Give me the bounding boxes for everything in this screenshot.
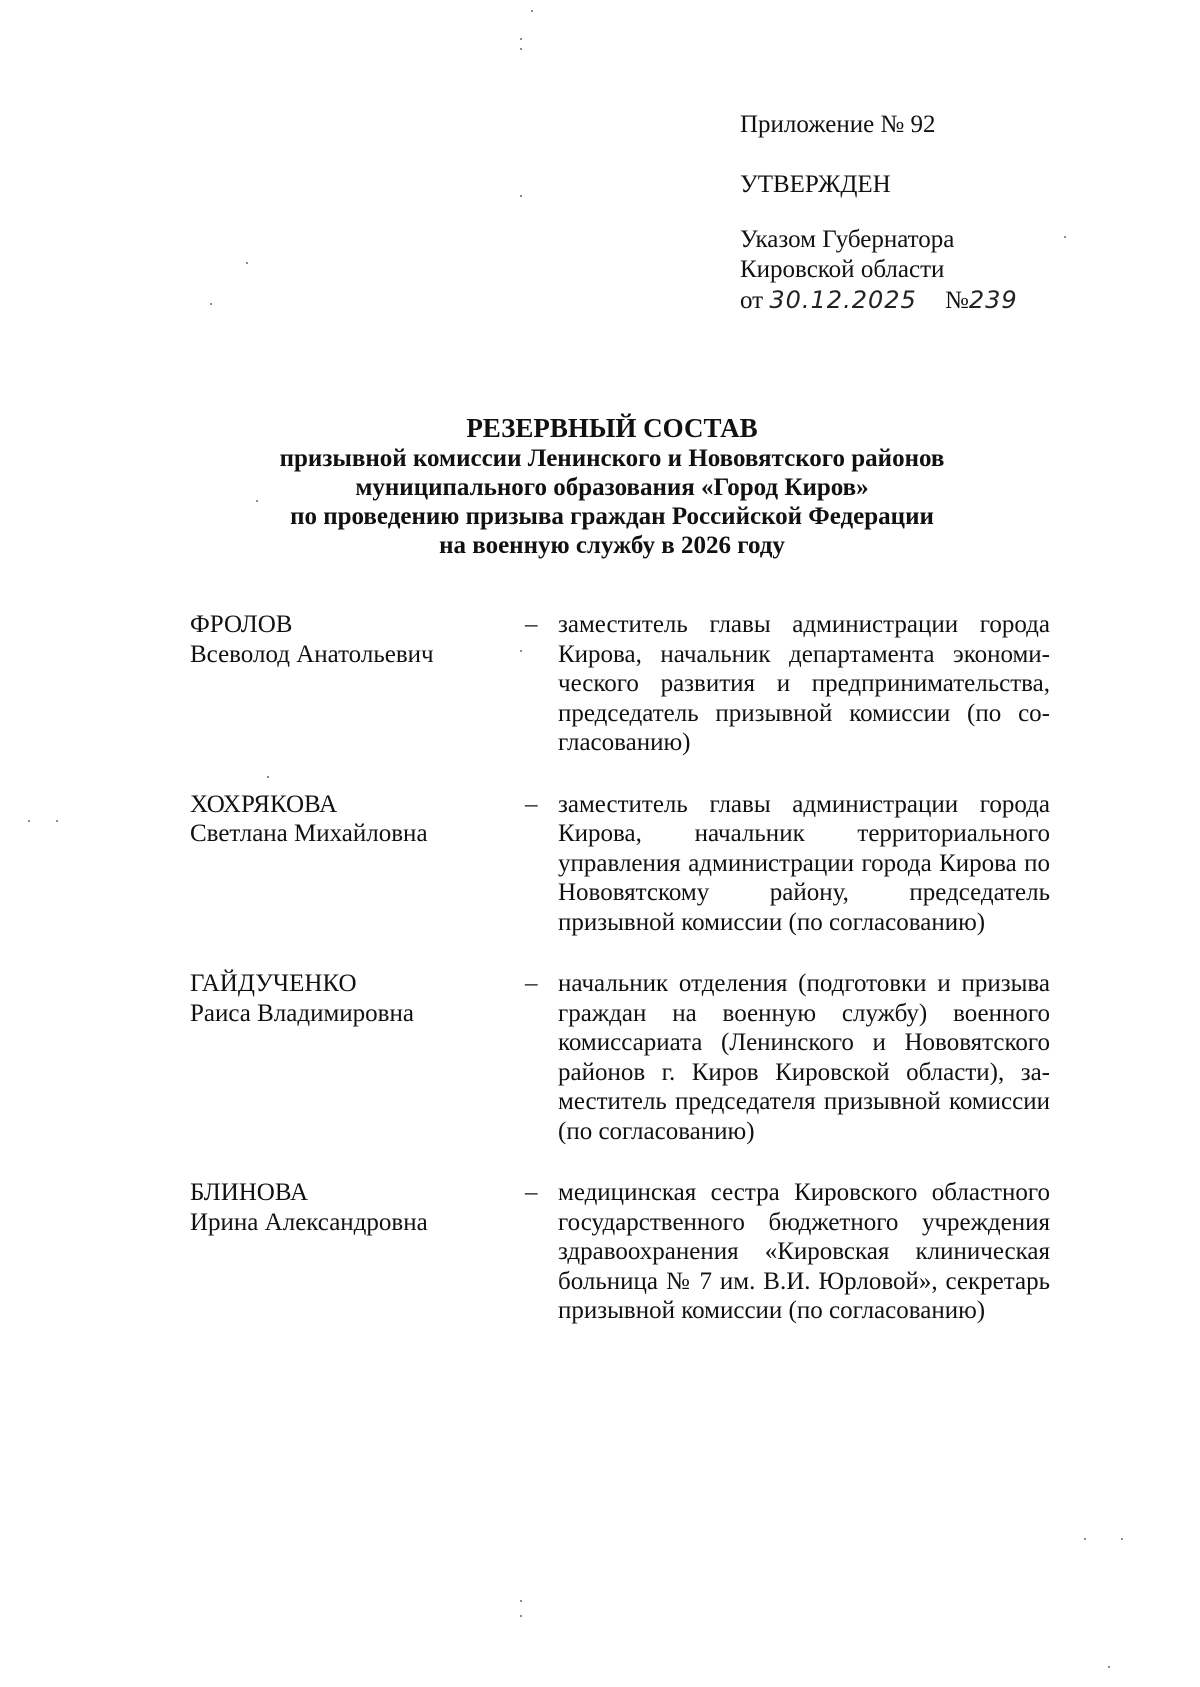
title-line-5: на военную службу в 2026 году — [439, 532, 785, 559]
scan-speck — [28, 820, 30, 822]
scan-speck — [1084, 1538, 1086, 1540]
scan-speck — [520, 1615, 522, 1617]
member-entry — [190, 1178, 1050, 1326]
member-name — [190, 969, 525, 1146]
member-name — [190, 790, 525, 938]
member-entry — [190, 610, 1050, 758]
member-position: начальник отделения (подготовки и призыва граждан на военную службу) военного комиссариата (Ленинского и Нововятского районов г. Киров Кировской области), заместитель председателя призывной комиссии (по согласованию) — [558, 970, 1050, 1145]
member-given-name: Всеволод Анатольевич — [190, 640, 434, 668]
member-surname: ХОХРЯКОВА — [190, 790, 338, 818]
scan-speck — [520, 38, 522, 40]
title-line-3: муниципального образования «Город Киров» — [355, 474, 869, 501]
scan-speck — [56, 820, 58, 822]
member-position: медицинская сестра Кировского областного государственного бюджетного учреждения здравоохранения «Кировская клиническая больница № 7 им. В.И. Юрловой», секретарь призывной комиссии (по согласованию) — [558, 1179, 1050, 1324]
date-prefix: от — [740, 287, 764, 314]
member-name — [190, 1178, 525, 1326]
scan-speck — [520, 1600, 522, 1602]
appendix-number: Приложение № 92 — [740, 111, 936, 138]
number-sign: № — [945, 287, 969, 314]
title-line-4: по проведению призыва граждан Российской Федерации — [290, 503, 934, 530]
member-name — [190, 610, 525, 758]
scan-speck — [246, 262, 248, 264]
approved-label: УТВЕРЖДЕН — [740, 171, 891, 198]
decree-line-2: Кировской области — [740, 256, 945, 283]
approval-block — [740, 110, 1160, 316]
member-entry — [190, 969, 1050, 1146]
title-main: РЕЗЕРВНЫЙ СОСТАВ — [466, 413, 758, 443]
document-title — [120, 414, 1104, 560]
decree-date-line — [740, 285, 1160, 316]
scan-speck — [267, 776, 269, 778]
members-list — [190, 610, 1050, 1358]
scan-speck — [520, 48, 522, 50]
handwritten-number: 239 — [968, 286, 1018, 314]
handwritten-date: 30.12.2025 — [769, 286, 917, 314]
scan-speck — [1064, 236, 1066, 238]
member-given-name: Раиса Владимировна — [190, 999, 414, 1027]
decree-line-1: Указом Губернатора — [740, 226, 955, 253]
member-entry — [190, 790, 1050, 938]
scan-speck — [256, 500, 258, 502]
scan-speck — [520, 650, 522, 652]
scan-speck — [520, 195, 522, 197]
member-position: заместитель главы администрации города Кирова, начальник территориального управления администрации города Кирова по Нововятскому району, председатель призывной комиссии (по согласованию) — [558, 790, 1050, 936]
member-given-name: Светлана Михайловна — [190, 820, 428, 847]
member-surname: ФРОЛОВ — [190, 611, 293, 638]
member-surname: ГАЙДУЧЕНКО — [190, 970, 357, 997]
scan-speck — [210, 303, 212, 305]
scan-speck — [1108, 1666, 1110, 1668]
member-surname: БЛИНОВА — [190, 1179, 309, 1206]
member-given-name: Ирина Александровна — [190, 1208, 428, 1236]
title-line-2: призывной комиссии Ленинского и Нововятского районов — [279, 445, 945, 472]
member-dash: – — [525, 790, 538, 818]
member-dash: – — [525, 970, 538, 997]
scan-speck — [1121, 1538, 1123, 1540]
member-dash: – — [525, 1179, 538, 1206]
scan-speck — [531, 10, 533, 12]
member-position: заместитель главы администрации города Кирова, начальник департамента экономического развития и предпринимательства, председатель призывной комиссии (по согласованию) — [558, 611, 1050, 756]
member-dash: – — [525, 611, 538, 638]
